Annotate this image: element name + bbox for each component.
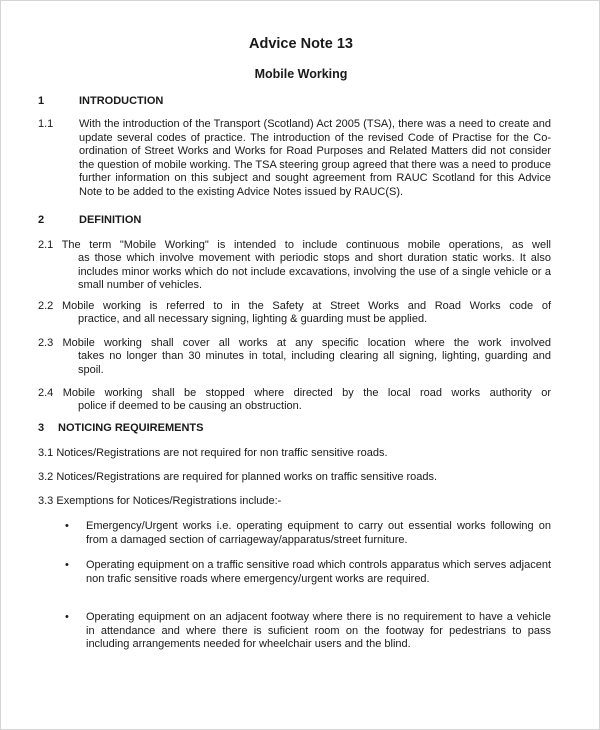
bullet-icon: • [65,520,69,532]
para-3-3-number: 3.3 [38,495,54,507]
para-2-1-first-line [38,239,551,253]
para-2-3-number: 2.3 [38,337,54,349]
bullet-icon: • [65,611,69,623]
para-2-1-continuation: as those which involve movement with periodic stops and short duration static works. It also includes minor works which do not include excavations, involving the use of a single vehicle or a small number of vehicles. [78,252,551,291]
section-3-number: 3 [38,422,45,434]
bullet-item-3: Operating equipment on an adjacent footway where there is no requirement to have a vehicle in attendance and where there is suficient room on the footway for pedestrians to pass including arrangements needed for wheelchair users and the blind. [86,611,551,650]
para-2-2-first-line [38,300,551,314]
bullet-item-1: Emergency/Urgent works i.e. operating equipment to carry out essential works following on from a damaged section of carriageway/apparatus/street furniture. [86,520,551,546]
para-3-2-number: 3.2 [38,471,54,483]
para-3-3 [38,495,281,509]
bullet-item-2: Operating equipment on a traffic sensitive road which controls apparatus which serves adjacent non trafic sensitive roads where emergency/urgent works are required. [86,559,551,585]
para-2-3-lead: Mobile working shall cover all works at any specific location where the work involved [62,337,551,349]
para-2-1-lead: The term "Mobile Working" is intended to include continuous mobile operations, as well [61,239,551,251]
para-3-3-text: Exemptions for Notices/Registrations include:- [56,495,282,507]
para-2-4-first-line [38,387,551,401]
para-3-2 [38,471,437,485]
para-3-1-text: Notices/Registrations are not required for non traffic sensitive roads. [56,447,388,459]
para-1-1-text: With the introduction of the Transport (Scotland) Act 2005 (TSA), there was a need to create and update several codes of practice. The introduction of the revised Code of Practise for the Co-ordination of Street Works and Works for Road Purposes and Related Matters did not consider the question of mobile working. The TSA steering group agreed that there was a need to produce further information on this subject and sought agreement from RAUC Scotland for this Advice Note to be added to the existing Advice Notes issued by RAUC(S). [79,118,551,198]
para-2-1-number: 2.1 [38,239,54,251]
document-title: Advice Note 13 [249,36,353,52]
para-2-4-lead: Mobile working shall be stopped where directed by the local road works authority or [62,387,551,399]
para-3-2-text: Notices/Registrations are required for planned works on traffic sensitive roads. [56,471,438,483]
para-2-4-continuation: police if deemed to be causing an obstruction. [78,400,302,412]
section-3-heading: NOTICING REQUIREMENTS [58,422,204,434]
para-1-1-number: 1.1 [38,118,54,130]
section-2-heading: DEFINITION [79,214,142,226]
para-2-3-continuation: takes no longer than 30 minutes in total, including clearing all signing, lighting, guarding and spoil. [78,350,551,376]
para-2-2-continuation: practice, and all necessary signing, lighting & guarding must be applied. [78,313,428,325]
document-subtitle: Mobile Working [254,67,348,81]
bullet-icon: • [65,559,69,571]
section-1-number: 1 [38,95,45,107]
section-2-number: 2 [38,214,45,226]
para-3-1 [38,447,388,461]
para-3-1-number: 3.1 [38,447,54,459]
para-2-2-lead: Mobile working is referred to in the Safety at Street Works and Road Works code of [61,300,551,312]
para-2-4-number: 2.4 [38,387,54,399]
para-2-3-first-line [38,337,551,351]
para-2-2-number: 2.2 [38,300,54,312]
section-1-heading: INTRODUCTION [79,95,164,107]
